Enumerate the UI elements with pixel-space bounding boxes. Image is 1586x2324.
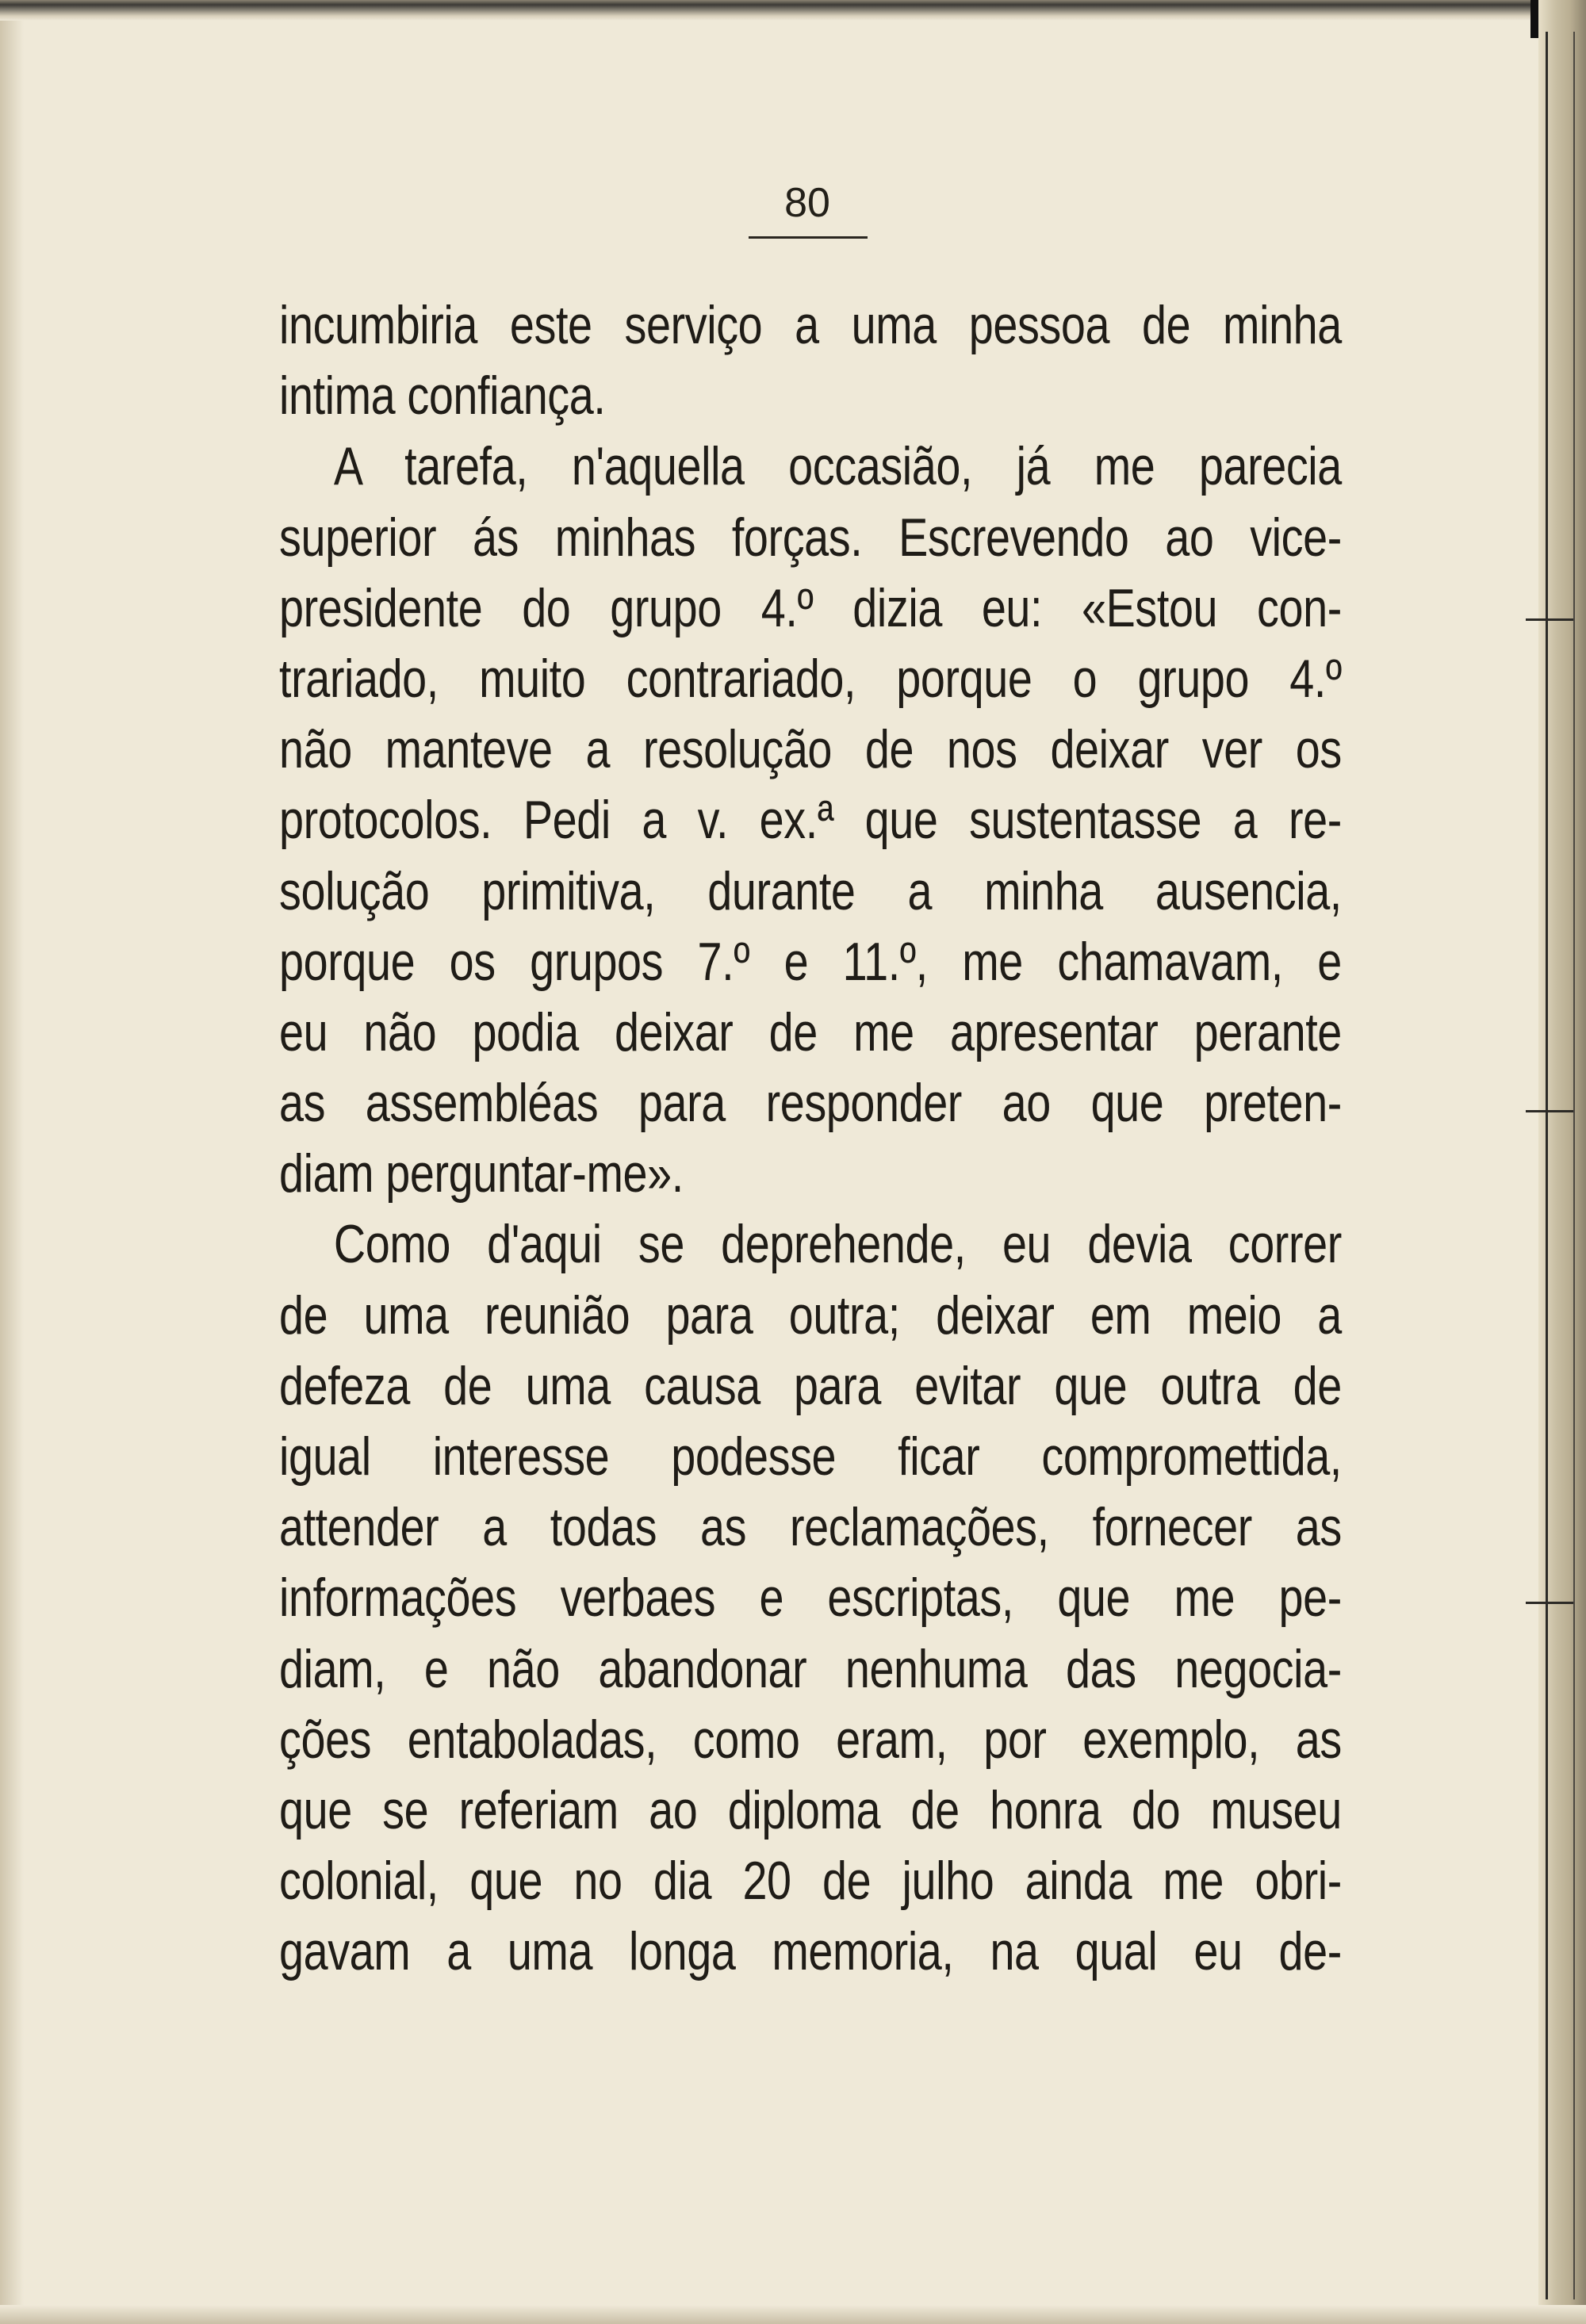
text-line: superior ás minhas forças. Escrevendo ao vice- bbox=[279, 507, 1342, 568]
text-line: de uma reunião para outra; deixar em meio a bbox=[279, 1285, 1342, 1346]
binding-mark bbox=[1526, 1110, 1573, 1112]
text-line: intima confiança. bbox=[279, 366, 606, 427]
page-top-edge bbox=[0, 0, 1586, 21]
text-line: A tarefa, n'aquella occasião, já me parecia bbox=[333, 436, 1342, 497]
text-line: diam, e não abandonar nenhuma das negocia- bbox=[279, 1638, 1342, 1699]
text-line: ções entaboladas, como eram, por exemplo, as bbox=[279, 1709, 1342, 1770]
text-line: porque os grupos 7.º e 11.º, me chamavam, e bbox=[279, 931, 1342, 992]
page-bottom-edge bbox=[0, 2305, 1586, 2324]
text-line: presidente do grupo 4.º dizia eu: «Estou con- bbox=[279, 577, 1342, 638]
binding-mark bbox=[1526, 1602, 1573, 1604]
text-line: trariado, muito contrariado, porque o grupo 4.º bbox=[279, 648, 1342, 709]
page-gutter-shadow bbox=[0, 0, 24, 2324]
text-line: as assembléas para responder ao que preten- bbox=[279, 1073, 1342, 1134]
text-line: defeza de uma causa para evitar que outra de bbox=[279, 1355, 1342, 1416]
text-line: diam perguntar-me». bbox=[279, 1143, 684, 1204]
text-line: incumbiria este serviço a uma pessoa de minha bbox=[279, 295, 1342, 355]
text-line: colonial, que no dia 20 de julho ainda me obri- bbox=[279, 1851, 1342, 1912]
text-line: não manteve a resolução de nos deixar ver os bbox=[279, 719, 1342, 780]
text-line: informações verbaes e escriptas, que me pe- bbox=[279, 1568, 1342, 1629]
text-line: attender a todas as reclamações, fornecer as bbox=[279, 1497, 1342, 1558]
text-line: protocolos. Pedi a v. ex.ª que sustentasse a re- bbox=[279, 790, 1342, 851]
text-line: gavam a uma longa memoria, na qual eu de- bbox=[279, 1921, 1342, 1982]
fore-edge-line bbox=[1573, 32, 1575, 2299]
fore-edge-line bbox=[1546, 32, 1548, 2299]
binding-mark bbox=[1526, 618, 1573, 621]
header-rule bbox=[749, 236, 868, 239]
text-line: eu não podia deixar de me apresentar perante bbox=[279, 1001, 1342, 1062]
page-number: 80 bbox=[784, 180, 830, 226]
body-text bbox=[279, 290, 1342, 1988]
text-line: igual interesse podesse ficar compromettida, bbox=[279, 1426, 1342, 1487]
text-line: que se referiam ao diploma de honra do museu bbox=[279, 1779, 1342, 1840]
text-line: solução primitiva, durante a minha ausencia, bbox=[279, 860, 1342, 921]
text-line: Como d'aqui se deprehende, eu devia correr bbox=[333, 1214, 1342, 1275]
